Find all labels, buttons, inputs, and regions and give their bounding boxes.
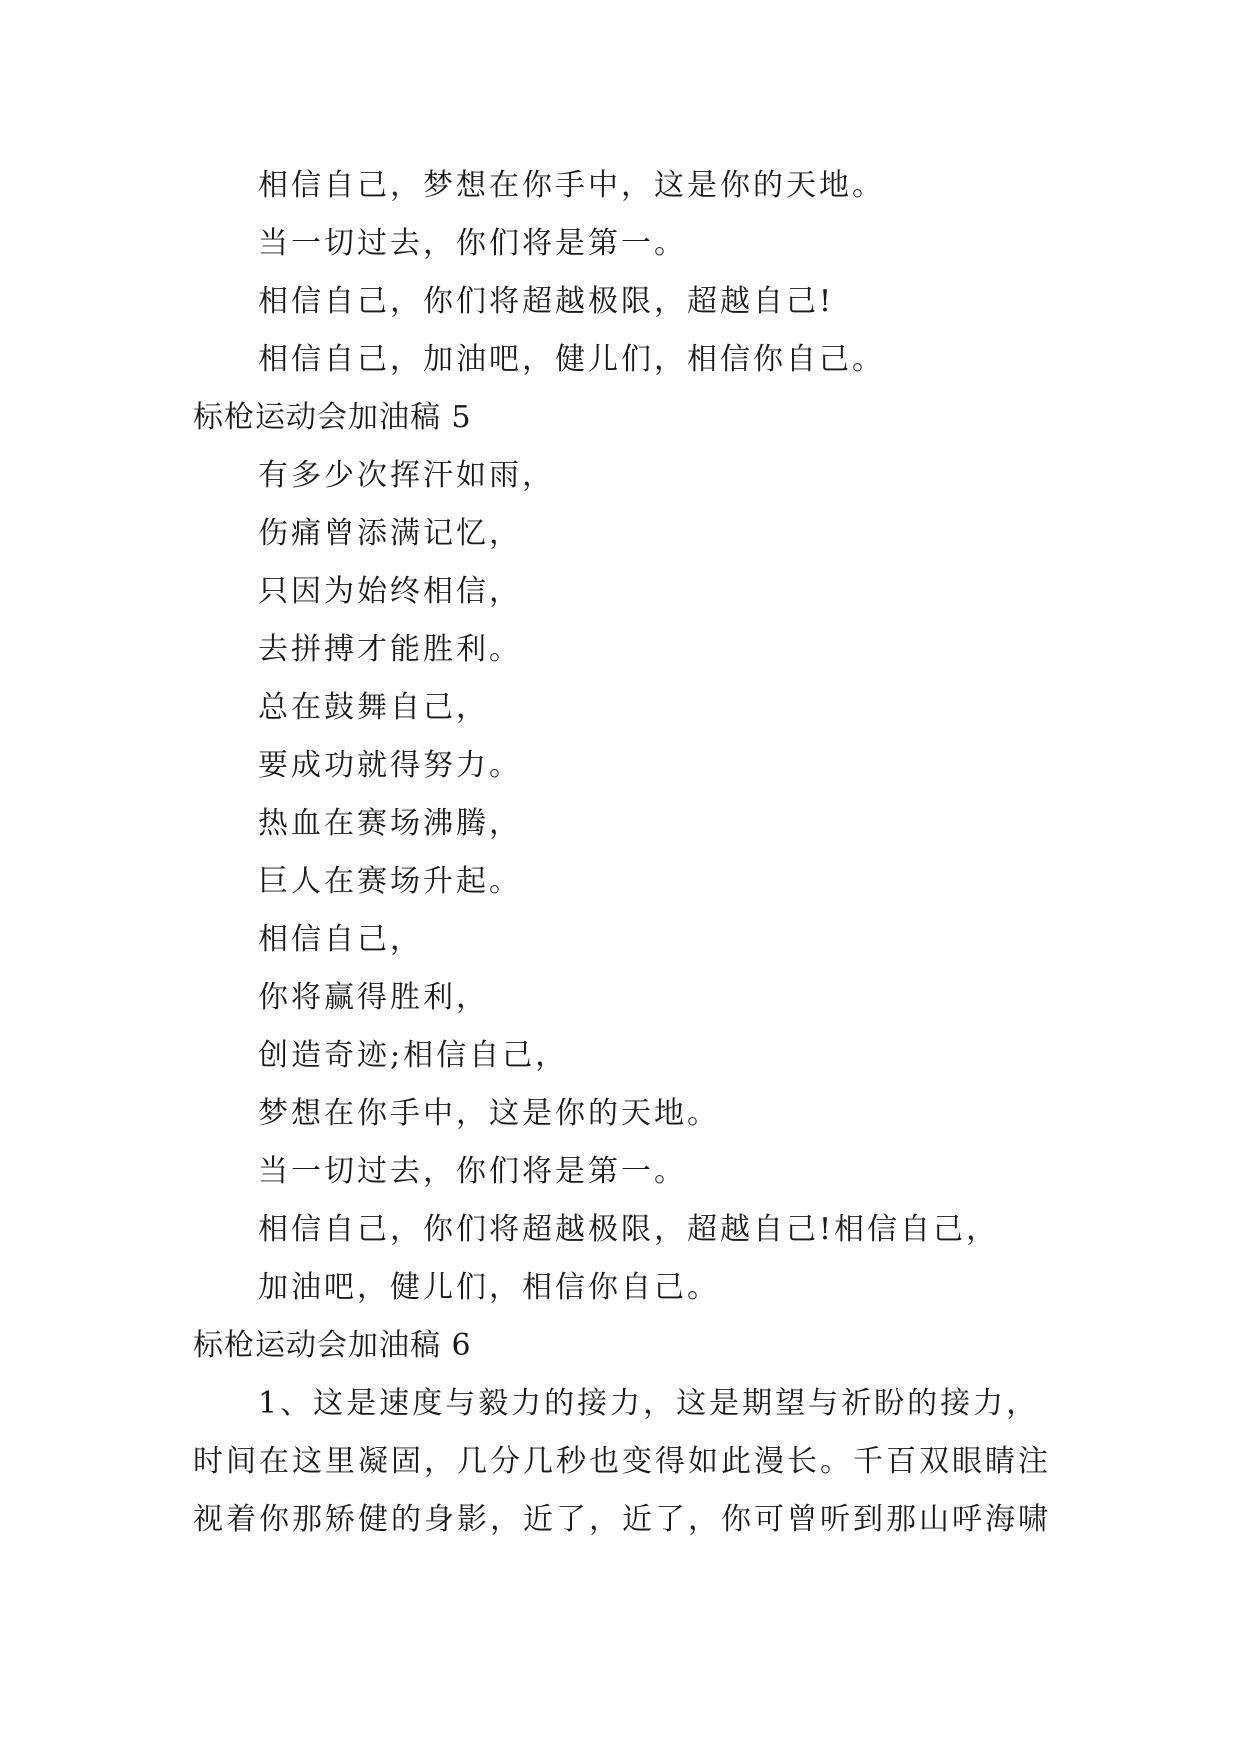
text-line: 梦想在你手中，这是你的天地。 — [258, 1096, 720, 1131]
text-line: 当一切过去，你们将是第一。 — [258, 1154, 687, 1189]
text-line: 巨人在赛场升起。 — [258, 864, 522, 899]
paragraph-line: 视着你那矫健的身影，近了，近了，你可曾听到那山呼海啸 — [193, 1502, 1051, 1537]
text-line: 相信自己，你们将超越极限，超越自己!相信自己， — [258, 1212, 1000, 1247]
section-heading: 标枪运动会加油稿 5 — [193, 400, 472, 435]
paragraph-line: 1、这是速度与毅力的接力，这是期望与祈盼的接力， — [258, 1386, 1040, 1421]
text-line: 你将赢得胜利， — [258, 980, 489, 1015]
text-line: 伤痛曾添满记忆， — [258, 516, 522, 551]
text-line: 总在鼓舞自己， — [258, 690, 489, 725]
text-line: 相信自己， — [258, 922, 423, 957]
text-line: 去拼搏才能胜利。 — [258, 632, 522, 667]
text-line: 只因为始终相信， — [258, 574, 522, 609]
text-line: 加油吧，健儿们，相信你自己。 — [258, 1270, 720, 1305]
text-line: 相信自己，你们将超越极限，超越自己! — [258, 284, 835, 319]
text-line: 相信自己，梦想在你手中，这是你的天地。 — [258, 168, 885, 203]
text-line: 有多少次挥汗如雨， — [258, 458, 555, 493]
paragraph-line: 时间在这里凝固，几分几秒也变得如此漫长。千百双眼睛注 — [193, 1444, 1051, 1479]
text-line: 当一切过去，你们将是第一。 — [258, 226, 687, 261]
text-line: 热血在赛场沸腾， — [258, 806, 522, 841]
section-heading: 标枪运动会加油稿 6 — [193, 1328, 472, 1363]
text-line: 要成功就得努力。 — [258, 748, 522, 783]
text-line: 相信自己，加油吧，健儿们，相信你自己。 — [258, 342, 885, 377]
text-line: 创造奇迹;相信自己， — [258, 1038, 569, 1073]
